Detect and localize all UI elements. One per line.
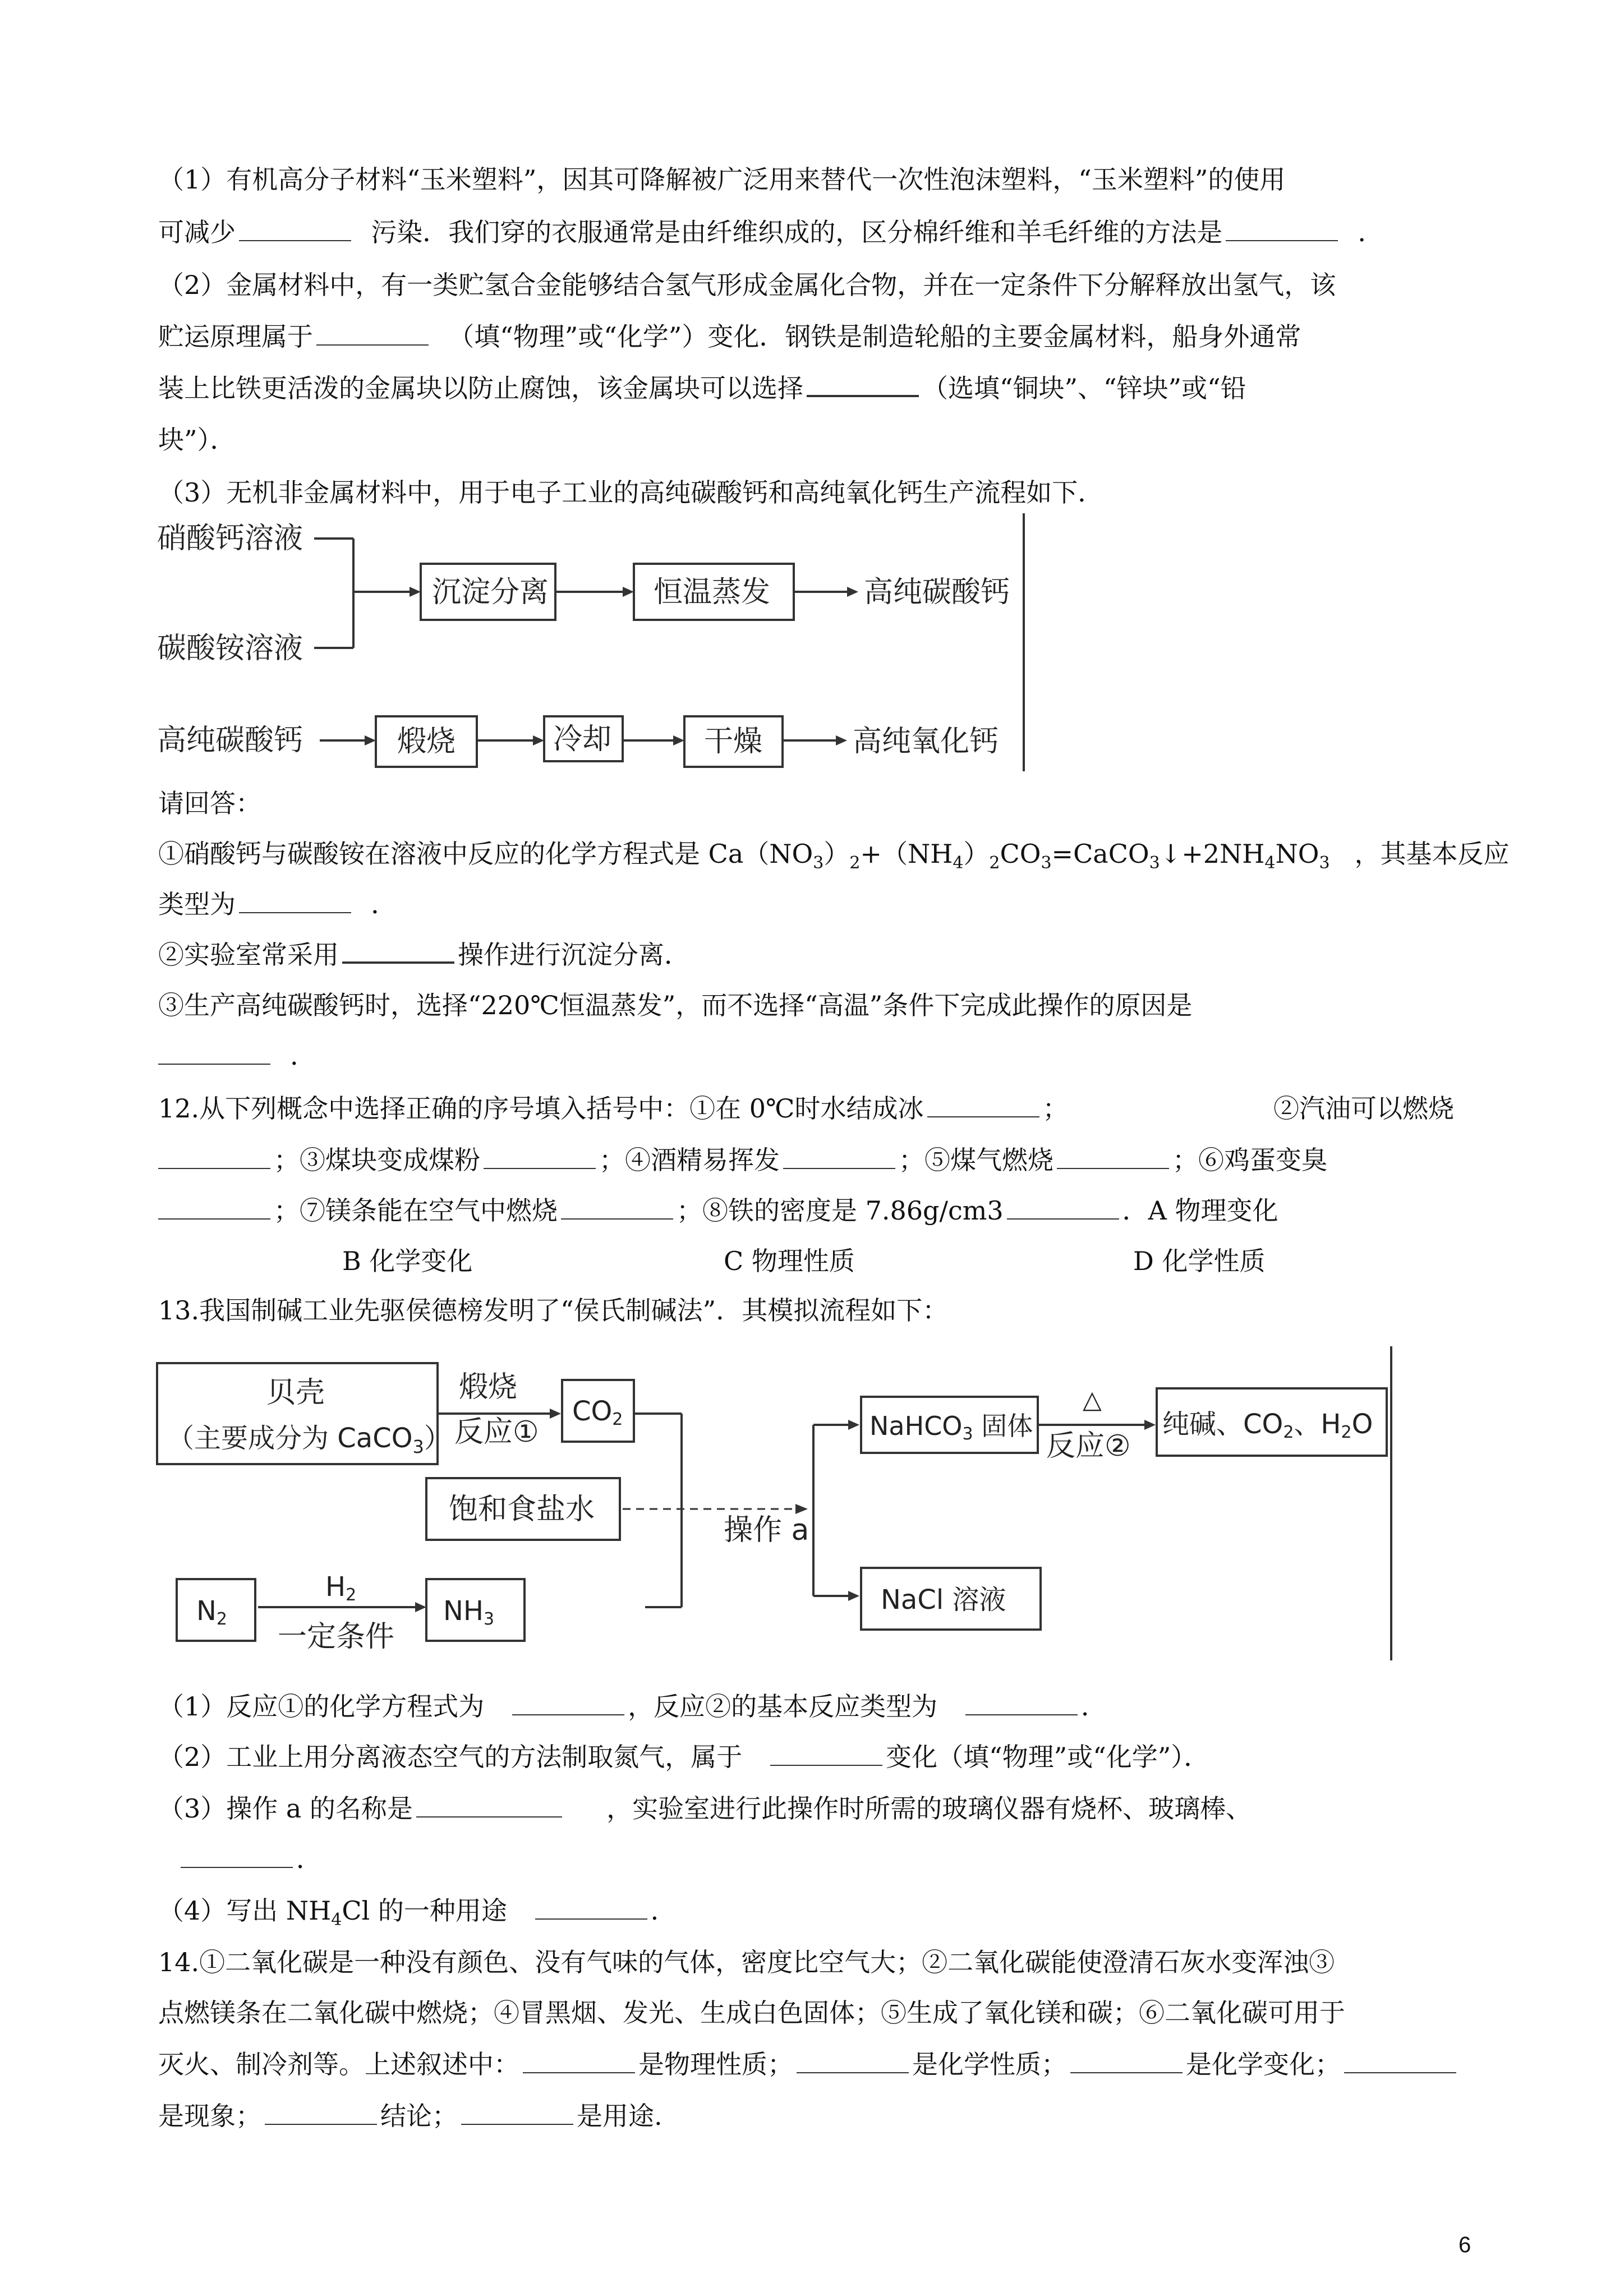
text: =CaCO [1051, 839, 1149, 869]
text: （4）写出 NH [158, 1895, 332, 1926]
q11-part3-line1 [158, 475, 1482, 510]
answer-blank[interactable] [1226, 218, 1338, 241]
text: ，实验室进行此操作时所需的玻璃仪器有烧杯、玻璃棒、 [606, 1793, 1252, 1824]
q12-option-d [1133, 1243, 1266, 1279]
text: ． [1358, 217, 1384, 247]
text: Cl 的一种用途 [342, 1895, 507, 1926]
text: ②实验室常采用 [158, 940, 339, 970]
answer-blank[interactable] [1344, 2050, 1456, 2073]
text: 12.从下列概念中选择正确的序号填入括号中：①在 0℃时水结成冰 [158, 1093, 924, 1124]
q12-option-c [724, 1243, 855, 1279]
n2-label: N2 [196, 1595, 227, 1629]
text: ，其基本反应 [1354, 839, 1510, 869]
text: （选填“铜块”、“锌块”或“铅 [922, 373, 1246, 403]
text: 变化（填“物理”或“化学”）． [886, 1742, 1210, 1772]
q11-answer1-line1 [158, 836, 1510, 881]
text: B 化学变化 [342, 1246, 473, 1276]
answer-blank[interactable] [239, 218, 351, 241]
text: （3）无机非金属材料中，用于电子工业的高纯碳酸钙和高纯氧化钙生产流程如下． [158, 477, 1104, 508]
answer-blank[interactable] [561, 1196, 673, 1220]
text: ） [963, 839, 990, 869]
condition-label: 一定条件 [278, 1620, 395, 1654]
answer-blank[interactable] [158, 1196, 270, 1220]
answer-blank[interactable] [535, 1896, 647, 1920]
answer-blank[interactable] [797, 2050, 909, 2073]
co2-label: CO2 [572, 1396, 623, 1429]
flow1-input-ammonium-carbonate: 碳酸铵溶液 [157, 632, 303, 665]
q11-part1-line2 [158, 214, 1482, 250]
shell-composition: （主要成分为 CaCO$_3$） [167, 1423, 451, 1457]
flow1-step-evaporation: 恒温蒸发 [654, 576, 771, 609]
q11-ask [158, 785, 1482, 821]
text: ． [290, 1041, 316, 1071]
flow1-output: 高纯碳酸钙 [864, 576, 1010, 609]
subscript: 3 [1041, 853, 1052, 873]
flow1-input-calcium-nitrate: 硝酸钙溶液 [157, 522, 303, 555]
q13-part2 [158, 1739, 1482, 1775]
brine-label: 饱和食盐水 [449, 1493, 595, 1526]
q13-part3-line2 [158, 1841, 1482, 1877]
q12-line2 [158, 1142, 1482, 1178]
nacl-label: NaCl 溶液 [881, 1584, 1006, 1616]
q12-option-b [342, 1243, 472, 1279]
text: （填“物理”或“化学”）变化．钢铁是制造轮船的主要金属材料，船身外通常 [448, 321, 1301, 352]
text: 污染．我们穿的衣服通常是由纤维织成的，区分棉纤维和羊毛纤维的方法是 [371, 217, 1223, 247]
text: ↓+2NH [1160, 839, 1265, 869]
answer-blank[interactable] [1007, 1196, 1119, 1220]
text: ②汽油可以燃烧 [1273, 1093, 1454, 1124]
text: （1）反应①的化学方程式为 [158, 1691, 485, 1722]
answer-blank[interactable] [158, 1041, 270, 1065]
answer-blank[interactable] [512, 1692, 624, 1715]
products-label: 纯碱、CO2、H2O [1162, 1409, 1373, 1442]
q12-line3 [158, 1193, 1482, 1228]
q11-part2-line1 [158, 267, 1482, 303]
answer-blank[interactable] [927, 1094, 1039, 1117]
reaction-2-label: 反应② [1046, 1429, 1131, 1463]
subscript: 2 [849, 853, 861, 873]
operation-a-label: 操作 a [724, 1513, 809, 1547]
text: 请回答： [158, 788, 261, 818]
text: 操作进行沉淀分离． [458, 940, 690, 970]
text: （3）操作 a 的名称是 [158, 1793, 413, 1824]
answer-blank[interactable] [342, 939, 454, 964]
calcination-label: 煅烧 [459, 1370, 518, 1404]
text: D 化学性质 [1133, 1246, 1266, 1276]
q11-part2-line2 [158, 319, 1482, 355]
text: 灭火、制冷剂等。上述叙述中： [158, 2049, 519, 2079]
q11-part2-line3 [158, 370, 1482, 406]
flow2-input: 高纯碳酸钙 [157, 724, 303, 757]
q13-intro [158, 1292, 1482, 1328]
text: （1）有机高分子材料“玉米塑料”，因其可降解被广泛用来替代一次性泡沫塑料，“玉米塑料”的使用 [158, 164, 1286, 195]
q11-answer3-line2 [158, 1038, 1482, 1074]
q14-line1 [158, 1944, 1482, 1980]
calcium-flow-diagram [151, 513, 1049, 777]
subscript: 4 [1264, 853, 1276, 873]
text: 块”）． [158, 425, 236, 455]
q11-part1-line1 [158, 162, 1482, 197]
answer-blank[interactable] [783, 1145, 895, 1169]
text: ． [1081, 1691, 1107, 1722]
text: +（NH [860, 839, 953, 869]
text: 是化学变化； [1186, 2049, 1341, 2079]
subscript: 3 [813, 853, 824, 873]
q13-part3-line1 [158, 1791, 1482, 1826]
text: NO [1275, 839, 1319, 869]
nh3-label: NH3 [443, 1595, 495, 1629]
flow2-step-cooling: 冷却 [553, 723, 612, 756]
text: ．A 物理变化 [1122, 1195, 1278, 1226]
text: ；⑤煤气燃烧 [899, 1145, 1053, 1175]
text: ． [371, 889, 397, 919]
q11-part2-line4 [158, 422, 1482, 458]
q14-line3 [158, 2046, 1482, 2082]
q12-item2 [1273, 1091, 1454, 1126]
text: ；⑥鸡蛋变臭 [1172, 1145, 1327, 1175]
text: ； [1042, 1093, 1069, 1124]
text: CO [1000, 839, 1041, 869]
answer-blank[interactable] [1070, 2050, 1183, 2073]
flow2-output: 高纯氧化钙 [853, 725, 999, 758]
flow2-step-drying: 干燥 [704, 725, 763, 758]
q11-answer3-line1 [158, 987, 1482, 1023]
text: C 物理性质 [724, 1246, 855, 1276]
answer-blank[interactable] [316, 322, 429, 346]
answer-blank[interactable] [770, 1742, 882, 1766]
nahco3-label: NaHCO3 固体 [869, 1411, 1033, 1444]
answer-blank[interactable] [181, 1844, 293, 1868]
q13-part4 [158, 1893, 1482, 1938]
h2-label: H2 [325, 1571, 357, 1605]
hou-process-flow-diagram [151, 1346, 1402, 1660]
shell-label: 贝壳 [266, 1376, 325, 1410]
answer-blank[interactable] [523, 2050, 635, 2073]
answer-blank[interactable] [158, 1145, 270, 1169]
q14-line2 [158, 1995, 1482, 2031]
answer-blank[interactable] [965, 1692, 1078, 1715]
text: ． [650, 1895, 677, 1926]
answer-blank[interactable] [416, 1794, 562, 1818]
text: 是物理性质； [638, 2049, 793, 2079]
subscript: 2 [989, 853, 1000, 873]
subscript: 3 [1149, 853, 1160, 873]
text: （2）工业上用分离液态空气的方法制取氮气，属于 [158, 1742, 743, 1772]
answer-blank[interactable] [1057, 1145, 1169, 1169]
text: 是化学性质； [912, 2049, 1067, 2079]
text: 13.我国制碱工业先驱侯德榜发明了“侯氏制碱法”．其模拟流程如下： [158, 1295, 949, 1326]
text: ） [823, 839, 850, 869]
page-number: 6 [1459, 2233, 1471, 2257]
answer-blank[interactable] [484, 1145, 596, 1169]
reaction-1-label: 反应① [454, 1415, 539, 1449]
text: ①硝酸钙与碳酸铵在溶液中反应的化学方程式是 Ca（NO [158, 839, 813, 869]
text: ；⑧铁的密度是 7.86g/cm3 [677, 1195, 1004, 1226]
text: 是用途. [577, 2101, 663, 2131]
text: 结论； [380, 2101, 458, 2131]
answer-blank[interactable] [239, 890, 351, 913]
text: ③生产高纯碳酸钙时，选择“220℃恒温蒸发”，而不选择“高温”条件下完成此操作的原因是 [158, 990, 1193, 1020]
answer-blank[interactable] [461, 2101, 573, 2125]
heat-symbol: △ [1083, 1386, 1102, 1414]
flow2-step-calcination: 煅烧 [397, 725, 456, 758]
text: 贮运原理属于 [158, 321, 313, 352]
text: 可减少 [158, 217, 236, 247]
text: ． [296, 1844, 322, 1874]
q11-answer2 [158, 937, 1482, 973]
subscript: 4 [331, 1910, 342, 1930]
q14-line4 [158, 2098, 1482, 2134]
text: 装上比铁更活泼的金属块以防止腐蚀，该金属块可以选择 [158, 373, 803, 403]
text: ；④酒精易挥发 [599, 1145, 780, 1175]
text: ；⑦镁条能在空气中燃烧 [274, 1195, 558, 1226]
q11-answer1-line2 [158, 886, 1482, 922]
text: ；③煤块变成煤粉 [274, 1145, 480, 1175]
text: （2）金属材料中，有一类贮氢合金能够结合氢气形成金属化合物，并在一定条件下分解释放出氢气，该 [158, 270, 1336, 300]
q13-part1 [158, 1688, 1482, 1724]
flow1-step-precipitation: 沉淀分离 [432, 576, 549, 609]
subscript: 4 [953, 853, 964, 873]
text: 14.①二氧化碳是一种没有颜色、没有气味的气体，密度比空气大；②二氧化碳能使澄清石灰水变浑浊③ [158, 1947, 1335, 1977]
text: 类型为 [158, 889, 236, 919]
subscript: 3 [1319, 853, 1330, 873]
answer-blank[interactable] [265, 2101, 377, 2125]
text: 是现象； [158, 2101, 261, 2131]
text: 点燃镁条在二氧化碳中燃烧；④冒黑烟、发光、生成白色固体；⑤生成了氧化镁和碳；⑥二氧化碳可用于 [158, 1998, 1345, 2028]
text: ，反应②的基本反应类型为 [628, 1691, 938, 1722]
answer-blank[interactable] [807, 372, 919, 397]
